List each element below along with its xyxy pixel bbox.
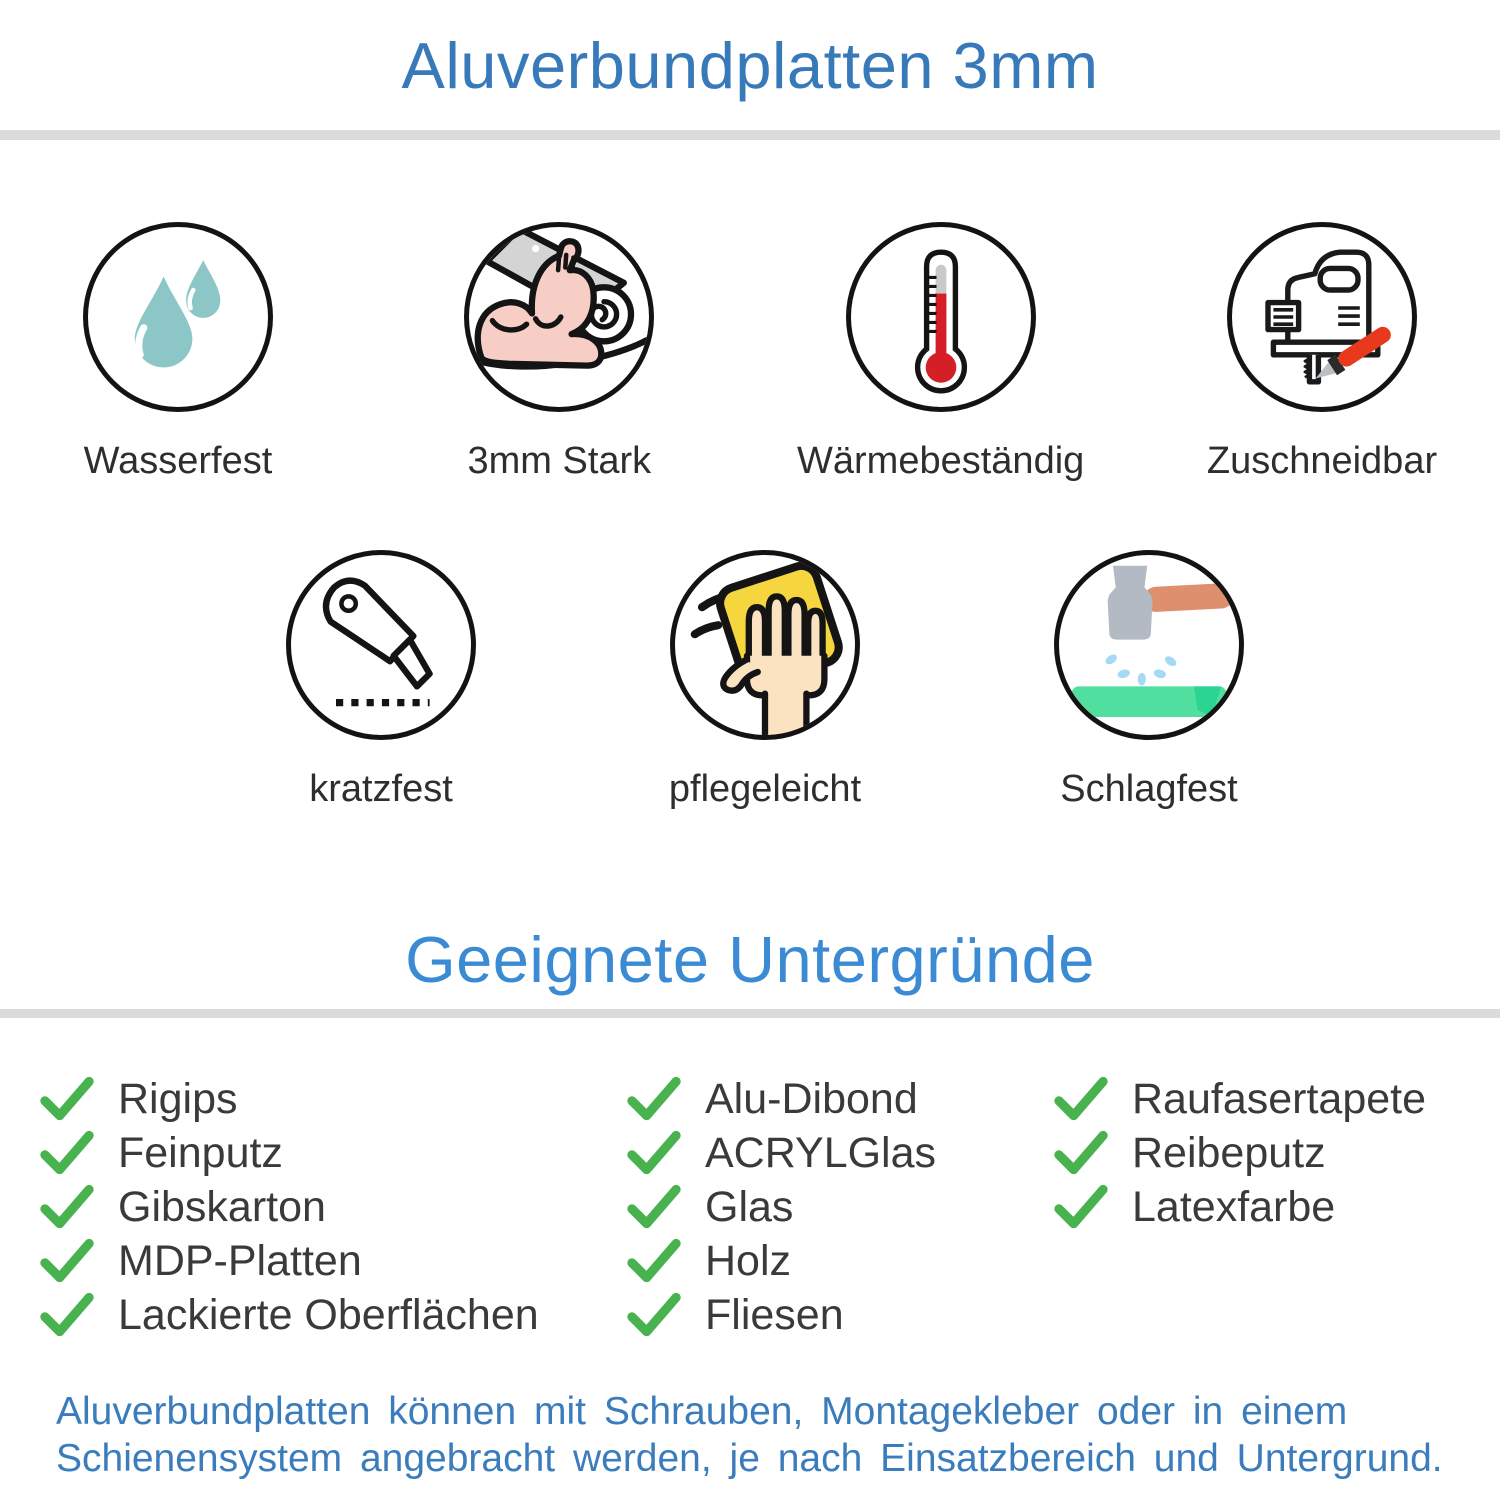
list-item [38,1288,625,1342]
feature-wasserfest [72,222,284,483]
substrate-label: Holz [705,1236,792,1285]
mounting-note-line1: Aluverbundplatten können mit Schrauben, Montagekleber oder in einem [56,1390,1348,1433]
substrate-column-1 [38,1072,625,1342]
feature-zuschneidbar [1206,222,1438,483]
check-icon [38,1184,96,1230]
divider-top [0,130,1500,140]
check-icon [1052,1184,1110,1230]
check-icon [625,1184,683,1230]
thermometer-icon [846,222,1036,412]
page-title: Aluverbundplatten 3mm [401,29,1099,102]
mounting-note-line2: Schienensystem angebracht werden, je nach Einsatzbereich und Untergrund. [56,1437,1443,1480]
list-item [38,1072,625,1126]
feature-waermebestaendig [797,222,1085,483]
substrate-label: Raufasertapete [1132,1074,1427,1123]
feature-label: Wasserfest [83,440,273,482]
list-item [38,1234,625,1288]
check-icon [625,1130,683,1176]
feature-3mm-stark [453,222,665,483]
substrate-label: ACRYLGlas [705,1128,937,1177]
list-item [625,1234,1052,1288]
utility-knife-icon [286,550,476,740]
substrate-label: Fliesen [705,1290,844,1339]
section-title-untergruende: Geeignete Untergründe [405,923,1095,996]
substrate-column-3 [1052,1072,1426,1342]
check-icon [38,1238,96,1284]
substrate-label: Alu-Dibond [705,1074,918,1123]
substrate-column-2 [625,1072,1052,1342]
substrate-list [38,1072,1490,1342]
feature-row-2 [0,550,1500,811]
check-icon [1052,1130,1110,1176]
check-icon [1052,1076,1110,1122]
wiping-hand-icon [670,550,860,740]
feature-label: 3mm Stark [467,440,652,482]
list-item [38,1180,625,1234]
check-icon [625,1292,683,1338]
list-item [1052,1180,1426,1234]
list-item [1052,1072,1426,1126]
check-icon [625,1076,683,1122]
divider-middle [0,1009,1500,1018]
list-item [625,1126,1052,1180]
substrate-label: Glas [705,1182,794,1231]
list-item [625,1180,1052,1234]
muscle-arm-icon [464,222,654,412]
list-item [625,1072,1052,1126]
substrate-label: MDP-Platten [118,1236,362,1285]
jigsaw-icon [1227,222,1417,412]
substrate-label: Gibskarton [118,1182,326,1231]
water-drops-icon [83,222,273,412]
list-item [1052,1126,1426,1180]
list-item [625,1288,1052,1342]
hammer-icon [1054,550,1244,740]
check-icon [38,1130,96,1176]
feature-label: Wärmebeständig [797,440,1085,482]
substrate-label: Rigips [118,1074,238,1123]
mounting-note [56,1388,1464,1482]
feature-label: kratzfest [309,768,453,810]
feature-label: pflegeleicht [668,768,862,810]
feature-row-1 [72,222,1438,483]
substrate-label: Latexfarbe [1132,1182,1336,1231]
check-icon [38,1292,96,1338]
check-icon [625,1238,683,1284]
substrate-label: Feinputz [118,1128,283,1177]
feature-label: Zuschneidbar [1206,440,1438,482]
substrate-label: Lackierte Oberflächen [118,1290,539,1339]
substrate-label: Reibeputz [1132,1128,1326,1177]
feature-schlagfest [1043,550,1255,811]
list-item [38,1126,625,1180]
check-icon [38,1076,96,1122]
feature-kratzfest [275,550,487,811]
feature-pflegeleicht [659,550,871,811]
feature-label: Schlagfest [1060,768,1238,810]
